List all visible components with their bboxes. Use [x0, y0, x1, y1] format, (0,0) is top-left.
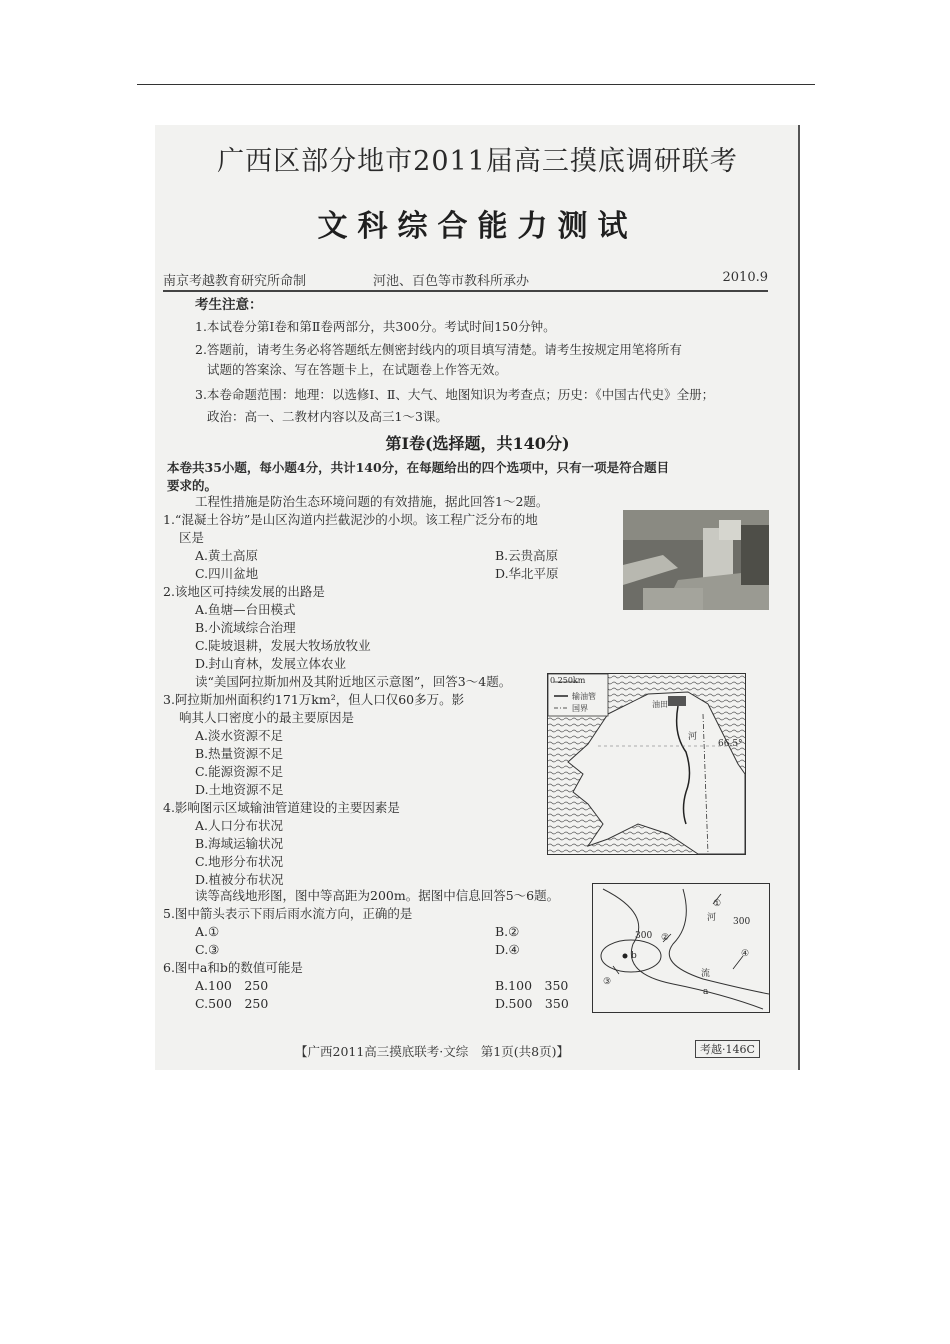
contour-value-300b: 300 [733, 917, 751, 927]
q12-lead: 工程性措施是防治生态环境问题的有效措施，据此回答1～2题。 [195, 494, 549, 509]
q5-stem: 5.图中箭头表示下雨后雨水流方向，正确的是 [163, 906, 413, 921]
q5-option-d: D.④ [495, 942, 520, 957]
q3-stem-b: 响其人口密度小的最主要原因是 [179, 710, 355, 725]
dam-photo [623, 510, 769, 610]
contour-river-liu: 流 [701, 969, 711, 979]
q2-option-d: D.封山育林，发展立体农业 [195, 656, 347, 671]
q5-option-c: C.③ [195, 942, 220, 957]
q1-stem-a: 1.“混凝土谷坊”是山区沟道内拦截泥沙的小坝。该工程广泛分布的地 [163, 512, 538, 527]
contour-river-he: 河 [707, 913, 717, 923]
q3-option-c: C.能源资源不足 [195, 764, 284, 779]
q6-stem: 6.图中a和b的数值可能是 [163, 960, 303, 975]
q34-lead: 读“美国阿拉斯加州及其附近地区示意图”，回答3～4题。 [195, 674, 512, 689]
q4-option-a: A.人口分布状况 [195, 818, 284, 833]
q3-option-b: B.热量资源不足 [195, 746, 284, 761]
section-intro-b: 要求的。 [167, 478, 218, 493]
q3-option-a: A.淡水资源不足 [195, 728, 284, 743]
scanned-exam-page [155, 125, 800, 1070]
contour-label-2: ② [661, 933, 670, 943]
contour-map [592, 883, 770, 1013]
q4-option-b: B.海域运输状况 [195, 836, 284, 851]
q5-option-b: B.② [495, 924, 520, 939]
q6-option-a: A.100 250 [195, 978, 269, 993]
q1-option-d: D.华北平原 [495, 566, 559, 581]
notice-item-3b: 政治：高一、二教材内容以及高三1～3课。 [207, 409, 448, 424]
contour-label-4: ④ [741, 949, 750, 959]
contour-point-b: b [631, 951, 637, 961]
q56-lead: 读等高线地形图，图中等高距为200m。据图中信息回答5～6题。 [195, 888, 560, 903]
exam-title: 广西区部分地市2011届高三摸底调研联考 [217, 146, 738, 177]
section-title: 第Ⅰ卷(选择题，共140分) [385, 434, 570, 453]
page-top-rule [137, 84, 815, 85]
contour-point-a: a [703, 987, 709, 997]
publisher-left: 南京考越教育研究所命制 [163, 274, 307, 289]
q4-stem: 4.影响图示区域输油管道建设的主要因素是 [163, 800, 400, 815]
q4-option-d: D.植被分布状况 [195, 872, 284, 887]
header-rule [163, 290, 768, 292]
q6-option-c: C.500 250 [195, 996, 269, 1011]
map-river-label: 河 [688, 732, 698, 742]
map-scale: 0 250km [550, 676, 586, 685]
publisher-middle: 河池、百色等市教科所承办 [373, 274, 530, 289]
q2-option-b: B.小流域综合治理 [195, 620, 296, 635]
contour-value-300a: 300 [635, 931, 653, 941]
notice-item-2a: 2.答题前，请考生务必将答题纸左侧密封线内的项目填写清楚。请考生按规定用笔将所有 [195, 342, 682, 357]
page-footer: 【广西2011高三摸底联考·文综 第1页(共8页)】 [295, 1044, 569, 1059]
exam-date: 2010.9 [722, 270, 768, 285]
notice-heading: 考生注意： [195, 297, 263, 313]
scan-edge [798, 125, 800, 1070]
legend-pipeline: 输油管 [572, 692, 596, 701]
q6-option-d: D.500 350 [495, 996, 569, 1011]
exam-subtitle: 文科综合能力测试 [317, 209, 638, 244]
dam-photo-drawing [623, 510, 769, 610]
q1-stem-b: 区是 [179, 530, 205, 545]
q1-option-a: A.黄土高原 [195, 548, 259, 563]
notice-item-3a: 3.本卷命题范围：地理：以选修Ⅰ、Ⅱ、大气、地图知识为考查点；历史：《中国古代史》全册； [195, 387, 715, 402]
alaska-map [547, 673, 746, 855]
notice-item-2b: 试题的答案涂、写在答题卡上，在试题卷上作答无效。 [207, 362, 508, 377]
q2-stem: 2.该地区可持续发展的出路是 [163, 584, 325, 599]
map-oilfield: 油田 [652, 700, 668, 709]
section-intro-a: 本卷共35小题，每小题4分，共计140分，在每题给出的四个选项中，只有一项是符合题目 [167, 460, 670, 475]
map-latitude: 66.5° [718, 739, 743, 749]
q1-option-b: B.云贵高原 [495, 548, 559, 563]
q5-option-a: A.① [195, 924, 220, 939]
q4-option-c: C.地形分布状况 [195, 854, 284, 869]
q6-option-b: B.100 350 [495, 978, 569, 993]
q2-option-c: C.陡坡退耕，发展大牧场放牧业 [195, 638, 371, 653]
q3-option-d: D.土地资源不足 [195, 782, 284, 797]
contour-label-3: ③ [603, 977, 612, 987]
q3-stem-a: 3.阿拉斯加州面积约171万km²，但人口仅60多万。影 [163, 692, 465, 707]
footer-code: 考越·146C [695, 1040, 760, 1058]
q2-option-a: A.鱼塘—台田模式 [195, 602, 296, 617]
contour-label-1: ① [713, 899, 722, 909]
notice-item-1: 1.本试卷分第Ⅰ卷和第Ⅱ卷两部分，共300分。考试时间150分钟。 [195, 319, 556, 334]
legend-border: 国界 [572, 704, 588, 713]
q1-option-c: C.四川盆地 [195, 566, 259, 581]
